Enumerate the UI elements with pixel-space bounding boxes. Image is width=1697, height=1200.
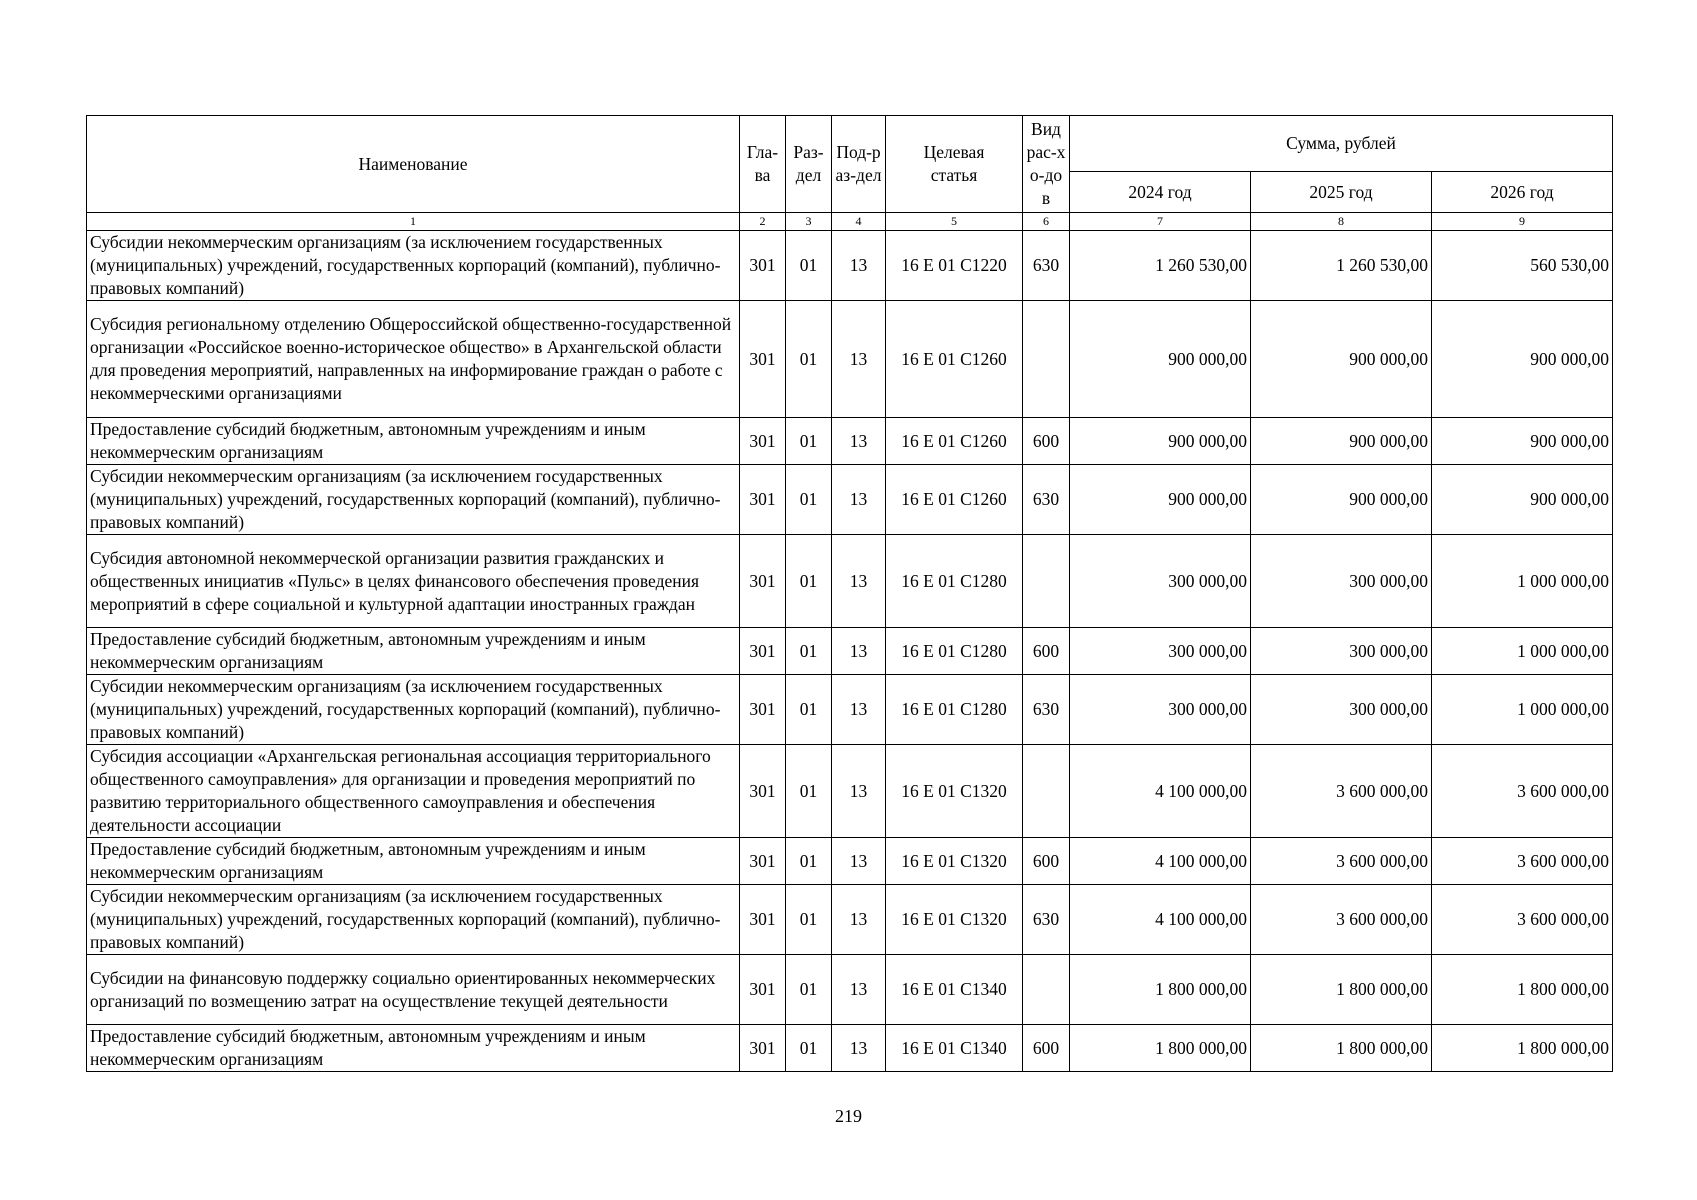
row-sum-2025: 300 000,00 [1251,535,1432,628]
row-target: 16 Е 01 С1320 [886,885,1023,955]
row-expense-type: 630 [1023,675,1070,745]
row-section: 01 [786,301,832,418]
row-section: 01 [786,675,832,745]
row-chapter: 301 [740,675,786,745]
header-section-text: Раз-дел [793,142,824,185]
row-subsection: 13 [832,955,886,1025]
row-chapter: 301 [740,838,786,885]
row-sum-2026: 560 530,00 [1432,231,1613,301]
row-target: 16 Е 01 С1340 [886,955,1023,1025]
row-sum-2025: 3 600 000,00 [1251,745,1432,838]
row-target: 16 Е 01 С1320 [886,838,1023,885]
row-section: 01 [786,628,832,675]
row-subsection: 13 [832,535,886,628]
row-target: 16 Е 01 С1280 [886,628,1023,675]
table-row [87,675,1613,745]
table-row [87,535,1613,628]
row-sum-2025: 1 260 530,00 [1251,231,1432,301]
column-number: 2 [740,213,786,231]
row-chapter: 301 [740,955,786,1025]
row-name: Предоставление субсидий бюджетным, автономным учреждениям и иным некоммерческим организациям [87,418,740,465]
header-chapter [740,116,786,213]
row-sum-2026: 3 600 000,00 [1432,885,1613,955]
row-name: Субсидии некоммерческим организациям (за исключением государственных (муниципальных) учреждений, государственных корпораций (компаний), публично-правовых компаний) [87,675,740,745]
page-number: 219 [835,1106,862,1126]
row-sum-2025: 1 800 000,00 [1251,1025,1432,1072]
row-sum-2025: 900 000,00 [1251,465,1432,535]
row-expense-type: 630 [1023,231,1070,301]
row-section: 01 [786,885,832,955]
row-name: Предоставление субсидий бюджетным, автономным учреждениям и иным некоммерческим организациям [87,628,740,675]
row-expense-type: 600 [1023,418,1070,465]
row-target: 16 Е 01 С1280 [886,535,1023,628]
row-sum-2024: 1 800 000,00 [1070,955,1251,1025]
row-subsection: 13 [832,838,886,885]
row-chapter: 301 [740,535,786,628]
row-expense-type [1023,301,1070,418]
row-sum-2024: 300 000,00 [1070,675,1251,745]
table-row [87,628,1613,675]
header-target [886,116,1023,213]
row-subsection: 13 [832,418,886,465]
table-row [87,418,1613,465]
header-row-top [87,116,1613,172]
row-sum-2024: 900 000,00 [1070,418,1251,465]
row-section: 01 [786,1025,832,1072]
row-section: 01 [786,535,832,628]
column-number: 8 [1251,213,1432,231]
row-target: 16 Е 01 С1260 [886,418,1023,465]
row-sum-2026: 1 000 000,00 [1432,535,1613,628]
row-sum-2026: 1 800 000,00 [1432,1025,1613,1072]
row-name: Предоставление субсидий бюджетным, автономным учреждениям и иным некоммерческим организациям [87,1025,740,1072]
column-number: 4 [832,213,886,231]
header-chapter-text: Гла-ва [746,142,779,185]
table-row [87,745,1613,838]
row-target: 16 Е 01 С1280 [886,675,1023,745]
column-number: 9 [1432,213,1613,231]
row-sum-2026: 900 000,00 [1432,418,1613,465]
row-sum-2025: 1 800 000,00 [1251,955,1432,1025]
row-expense-type: 630 [1023,885,1070,955]
row-subsection: 13 [832,1025,886,1072]
row-subsection: 13 [832,231,886,301]
header-section [786,116,832,213]
row-expense-type: 600 [1023,1025,1070,1072]
header-year-2025: 2025 год [1251,172,1432,213]
row-chapter: 301 [740,231,786,301]
row-target: 16 Е 01 С1340 [886,1025,1023,1072]
row-sum-2026: 1 000 000,00 [1432,675,1613,745]
row-target: 16 Е 01 С1320 [886,745,1023,838]
header-sum: Сумма, рублей [1070,116,1613,172]
row-subsection: 13 [832,745,886,838]
table-row [87,955,1613,1025]
row-sum-2024: 4 100 000,00 [1070,745,1251,838]
row-chapter: 301 [740,1025,786,1072]
row-sum-2026: 3 600 000,00 [1432,745,1613,838]
row-name: Субсидия региональному отделению Общероссийской общественно-государственной организации «Российское военно-историческое общество» в Архангельской области для проведения мероприятий, направленных на информирование граждан о работе с некоммерческими организациями [87,301,740,418]
row-sum-2025: 3 600 000,00 [1251,885,1432,955]
row-target: 16 Е 01 С1220 [886,231,1023,301]
row-sum-2026: 1 800 000,00 [1432,955,1613,1025]
row-sum-2024: 4 100 000,00 [1070,885,1251,955]
row-expense-type: 600 [1023,838,1070,885]
table-row [87,1025,1613,1072]
header-target-text: Целевая статья [923,142,985,185]
row-subsection: 13 [832,885,886,955]
row-expense-type: 600 [1023,628,1070,675]
row-sum-2025: 900 000,00 [1251,301,1432,418]
row-sum-2025: 300 000,00 [1251,628,1432,675]
table-row [87,231,1613,301]
row-expense-type [1023,535,1070,628]
row-subsection: 13 [832,301,886,418]
table-row [87,465,1613,535]
row-section: 01 [786,838,832,885]
row-sum-2024: 900 000,00 [1070,465,1251,535]
header-subsection [832,116,886,213]
row-sum-2025: 900 000,00 [1251,418,1432,465]
row-chapter: 301 [740,885,786,955]
column-number: 6 [1023,213,1070,231]
row-chapter: 301 [740,465,786,535]
row-expense-type [1023,745,1070,838]
row-name: Субсидии некоммерческим организациям (за исключением государственных (муниципальных) учреждений, государственных корпораций (компаний), публично-правовых компаний) [87,465,740,535]
header-expense-type-text: Вид рас-хо-дов [1026,119,1066,208]
row-name: Субсидия ассоциации «Архангельская региональная ассоциация территориального общественного самоуправления» для организации и проведения мероприятий по развитию территориального общественного самоуправления и обеспечения деятельности ассоциации [87,745,740,838]
table-row [87,885,1613,955]
row-target: 16 Е 01 С1260 [886,301,1023,418]
row-expense-type [1023,955,1070,1025]
row-name: Субсидии некоммерческим организациям (за исключением государственных (муниципальных) учреждений, государственных корпораций (компаний), публично-правовых компаний) [87,231,740,301]
column-number: 1 [87,213,740,231]
row-sum-2024: 1 800 000,00 [1070,1025,1251,1072]
table-body [87,231,1613,1072]
row-chapter: 301 [740,418,786,465]
row-section: 01 [786,465,832,535]
row-sum-2025: 300 000,00 [1251,675,1432,745]
header-year-2026: 2026 год [1432,172,1613,213]
row-name: Предоставление субсидий бюджетным, автономным учреждениям и иным некоммерческим организациям [87,838,740,885]
budget-table [86,115,1613,1072]
row-section: 01 [786,231,832,301]
row-chapter: 301 [740,301,786,418]
header-subsection-text: Под-раз-дел [835,142,882,185]
row-name: Субсидии на финансовую поддержку социально ориентированных некоммерческих организаций по возмещению затрат на осуществление текущей деятельности [87,955,740,1025]
row-subsection: 13 [832,628,886,675]
row-sum-2024: 300 000,00 [1070,628,1251,675]
row-target: 16 Е 01 С1260 [886,465,1023,535]
table-row [87,838,1613,885]
column-number: 7 [1070,213,1251,231]
row-chapter: 301 [740,745,786,838]
row-section: 01 [786,745,832,838]
row-section: 01 [786,418,832,465]
row-sum-2024: 1 260 530,00 [1070,231,1251,301]
header-expense-type [1023,116,1070,213]
row-sum-2026: 900 000,00 [1432,301,1613,418]
row-sum-2024: 300 000,00 [1070,535,1251,628]
row-name: Субсидия автономной некоммерческой организации развития гражданских и общественных инициатив «Пульс» в целях финансового обеспечения проведения мероприятий в сфере социальной и культурной адаптации иностранных граждан [87,535,740,628]
row-sum-2025: 3 600 000,00 [1251,838,1432,885]
row-subsection: 13 [832,465,886,535]
row-subsection: 13 [832,675,886,745]
header-year-2024: 2024 год [1070,172,1251,213]
column-number: 5 [886,213,1023,231]
table-row [87,301,1613,418]
row-section: 01 [786,955,832,1025]
row-sum-2026: 3 600 000,00 [1432,838,1613,885]
row-chapter: 301 [740,628,786,675]
row-sum-2026: 1 000 000,00 [1432,628,1613,675]
column-numbers-row [87,213,1613,231]
row-sum-2024: 4 100 000,00 [1070,838,1251,885]
row-name: Субсидии некоммерческим организациям (за исключением государственных (муниципальных) учреждений, государственных корпораций (компаний), публично-правовых компаний) [87,885,740,955]
column-number: 3 [786,213,832,231]
row-sum-2024: 900 000,00 [1070,301,1251,418]
row-sum-2026: 900 000,00 [1432,465,1613,535]
header-name: Наименование [87,116,740,213]
row-expense-type: 630 [1023,465,1070,535]
